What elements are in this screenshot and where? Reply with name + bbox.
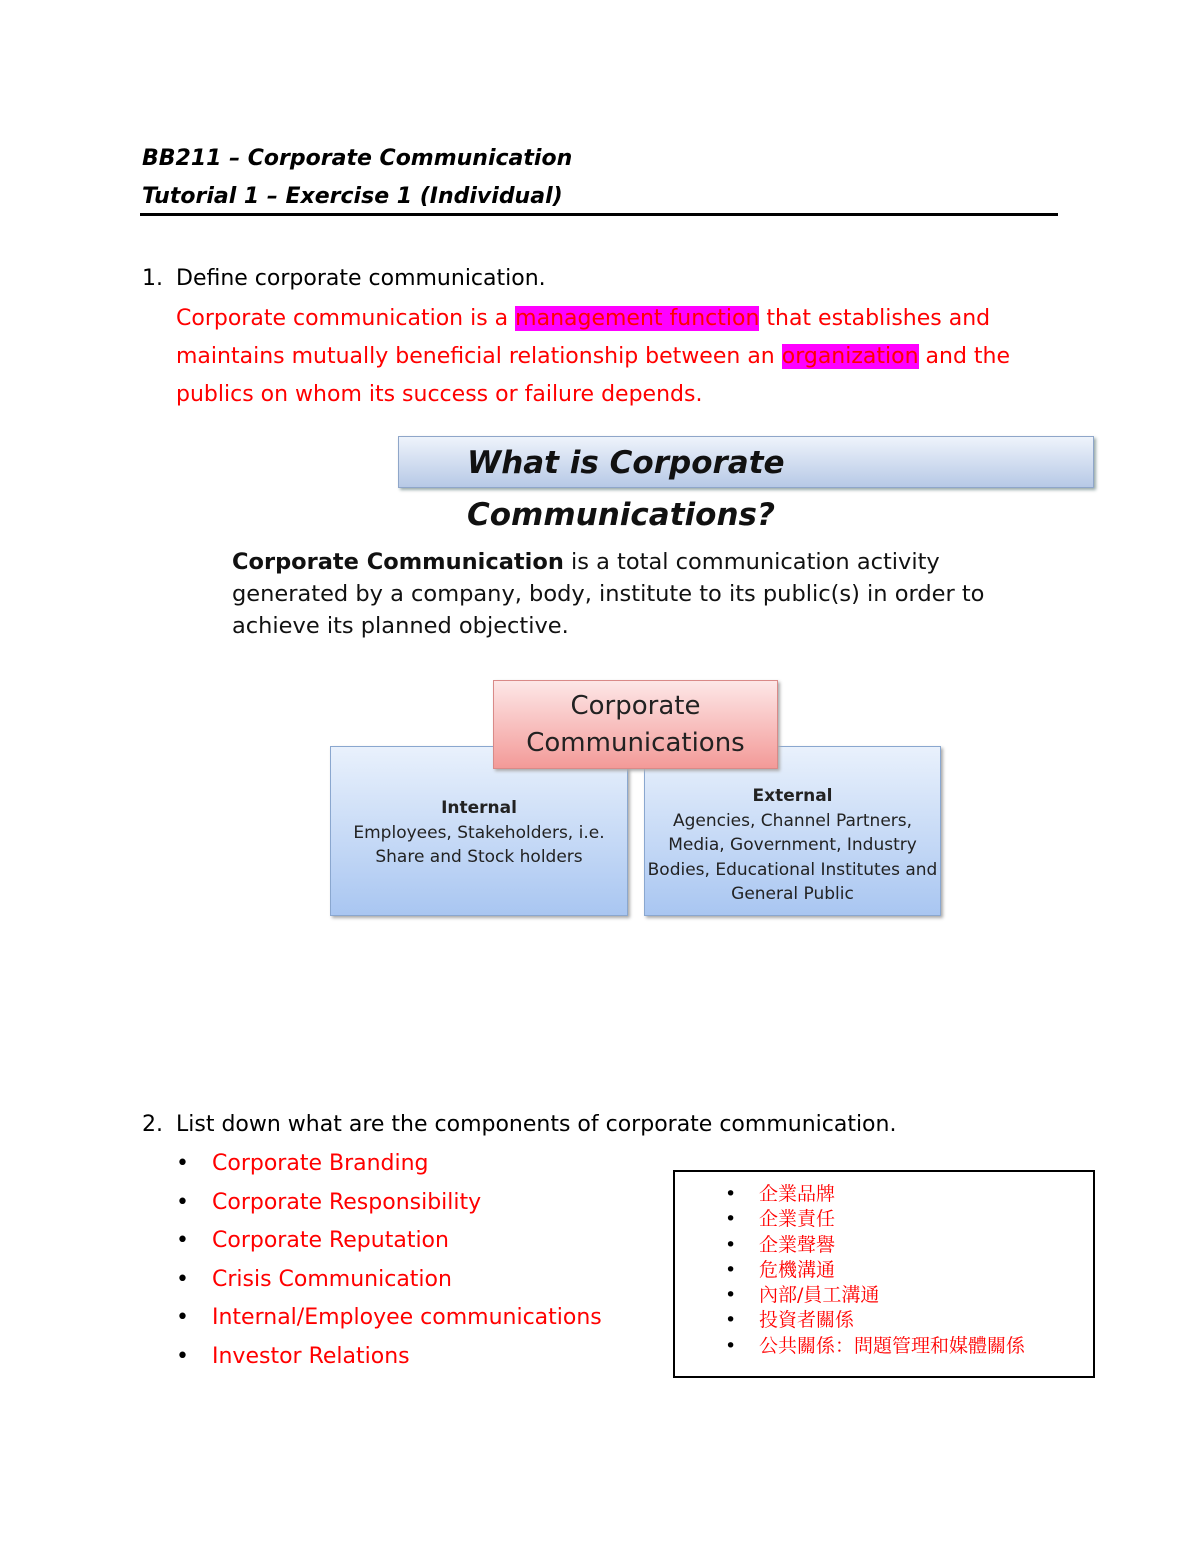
internal-title: Internal (441, 798, 517, 818)
bullet-icon: • (176, 1305, 189, 1331)
list-item (675, 1308, 1093, 1333)
list-item (176, 1299, 602, 1338)
list-item-text: Corporate Responsibility (212, 1189, 482, 1215)
list-item-text: 危機溝通 (759, 1258, 836, 1281)
q2-question: List down what are the components of corporate communication. (176, 1112, 897, 1137)
q1-answer-part2: that establishes and maintains mutually beneficial relationship between an (176, 306, 991, 369)
corporate-communications-box (493, 680, 778, 769)
q1-answer (176, 300, 1056, 414)
slide-definition-bold: Corporate Communication (232, 549, 564, 575)
list-item-text: 投資者關係 (759, 1309, 855, 1332)
chinese-components-box (673, 1170, 1095, 1378)
bullet-icon: • (725, 1208, 737, 1231)
external-text: Agencies, Channel Partners, Media, Government, Industry Bodies, Educational Institutes and General Public (647, 810, 938, 904)
highlight-organization: organization (781, 344, 919, 369)
q1-answer-part3: and the publics on whom its success or failure depends. (176, 344, 1011, 407)
bullet-icon: • (725, 1284, 737, 1307)
bullet-icon: • (725, 1183, 737, 1205)
list-item (675, 1233, 1093, 1258)
list-item (176, 1184, 602, 1223)
slide-title-banner: What is Corporate Communications? (398, 436, 1094, 488)
center-line-1: Corporate (570, 690, 701, 721)
list-item (675, 1334, 1093, 1359)
highlight-management-function: management function (515, 306, 760, 331)
q1-question: Define corporate communication. (176, 266, 546, 291)
internal-text: Employees, Stakeholders, i.e. Share and Stock holders (353, 822, 605, 867)
slide-definition (232, 546, 1052, 642)
tutorial-subtitle: Tutorial 1 – Exercise 1 (Individual) (142, 184, 563, 209)
list-item-text: Corporate Branding (212, 1151, 429, 1176)
bullet-icon: • (176, 1228, 189, 1254)
list-item-text: 企業責任 (759, 1208, 836, 1231)
center-line-2: Communications (526, 727, 745, 758)
list-item-text: 公共關係：問題管理和媒體關係 (759, 1334, 1026, 1357)
header-divider (140, 213, 1058, 216)
course-title: BB211 – Corporate Communication (142, 146, 573, 171)
list-item-text: Crisis Communication (212, 1266, 452, 1292)
list-item (675, 1258, 1093, 1283)
list-item (176, 1222, 602, 1261)
list-item (675, 1207, 1093, 1232)
bullet-icon: • (176, 1343, 189, 1369)
list-item (176, 1261, 602, 1300)
q1-answer-part1: Corporate communication is a (176, 306, 516, 331)
list-item-text: 企業聲譽 (759, 1233, 836, 1256)
bullet-icon: • (725, 1233, 737, 1256)
bullet-icon: • (725, 1309, 737, 1332)
q1-number: 1. (142, 266, 163, 291)
list-item (675, 1182, 1093, 1207)
external-title: External (752, 786, 833, 806)
components-list (176, 1145, 602, 1377)
list-item-text: Internal/Employee communications (212, 1305, 602, 1331)
list-item-text: Investor Relations (212, 1343, 410, 1369)
list-item (176, 1338, 602, 1377)
bullet-icon: • (176, 1189, 189, 1215)
internal-box (330, 746, 628, 916)
bullet-icon: • (725, 1258, 737, 1281)
list-item (176, 1145, 602, 1184)
list-item (675, 1283, 1093, 1308)
bullet-icon: • (176, 1266, 189, 1292)
list-item-text: 內部/員工溝通 (759, 1284, 880, 1307)
list-item-text: 企業品牌 (759, 1183, 836, 1205)
bullet-icon: • (725, 1334, 737, 1357)
q2-number: 2. (142, 1112, 163, 1137)
slide-definition-text: is a total communication activity generated by a company, body, institute to its public(s) in order to achieve its planned objective. (232, 549, 985, 639)
list-item-text: Corporate Reputation (212, 1228, 449, 1254)
external-box (644, 746, 941, 916)
bullet-icon: • (176, 1151, 189, 1176)
